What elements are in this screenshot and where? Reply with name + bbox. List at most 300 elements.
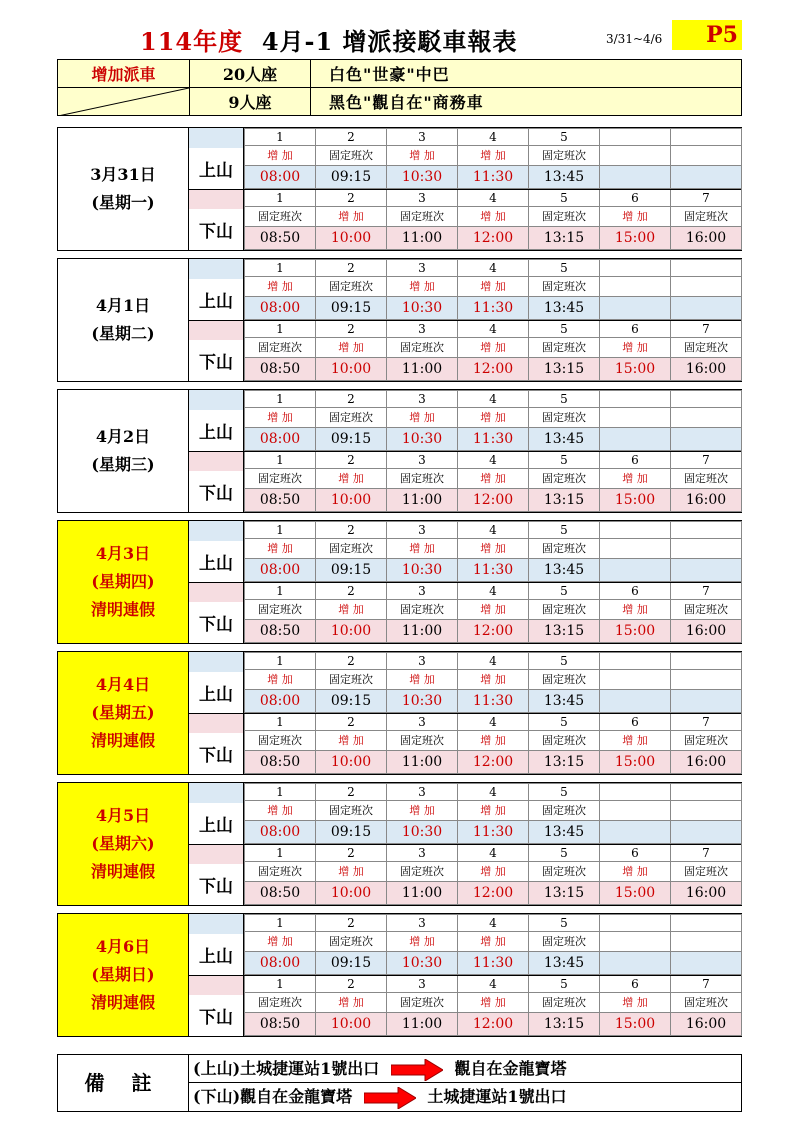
empty-cell (600, 129, 671, 146)
date-cell (58, 783, 189, 905)
trip-type: 增 加 (458, 338, 529, 357)
trip-type: 增 加 (245, 277, 316, 296)
empty-cell (671, 129, 742, 146)
trip-time: 10:00 (316, 488, 387, 511)
vehicle-description: 白色"世豪"中巴 (311, 60, 742, 88)
trip-type: 增 加 (245, 408, 316, 427)
trip-time: 08:50 (245, 750, 316, 773)
date-cell (58, 259, 189, 381)
trip-type-row (245, 801, 742, 820)
trip-number-row (245, 845, 742, 862)
trip-number: 6 (600, 190, 671, 207)
trip-type: 增 加 (458, 862, 529, 881)
trip-time: 13:15 (529, 750, 600, 773)
empty-cell (671, 539, 742, 558)
downhill-label-cell (189, 975, 244, 1036)
downhill-grid (244, 451, 742, 512)
trip-number: 4 (458, 190, 529, 207)
downhill-label: 下山 (199, 746, 233, 766)
uphill-label-cell (189, 390, 244, 451)
trip-number: 3 (387, 653, 458, 670)
trip-number: 1 (245, 522, 316, 539)
trip-type: 增 加 (245, 932, 316, 951)
direction-divider (189, 975, 741, 976)
downhill-grid (244, 582, 742, 643)
downhill-band (189, 713, 243, 733)
trip-number: 1 (245, 583, 316, 600)
trip-time: 15:00 (600, 357, 671, 380)
trip-number: 6 (600, 321, 671, 338)
downhill-band (189, 582, 243, 602)
trip-type: 固定班次 (529, 801, 600, 820)
trip-time: 16:00 (671, 488, 742, 511)
trip-type: 固定班次 (529, 731, 600, 750)
trip-number-row (245, 452, 742, 469)
page-number: P5 (672, 20, 742, 50)
empty-cell (671, 801, 742, 820)
trip-time: 13:45 (529, 427, 600, 450)
downhill-label-cell (189, 451, 244, 512)
trip-time-row (245, 558, 742, 581)
trip-type: 固定班次 (245, 600, 316, 619)
trip-time: 13:15 (529, 357, 600, 380)
trip-number: 2 (316, 845, 387, 862)
trip-number: 3 (387, 391, 458, 408)
trip-number: 3 (387, 321, 458, 338)
trip-number-row (245, 976, 742, 993)
trip-number: 3 (387, 522, 458, 539)
uphill-band (189, 652, 243, 672)
trip-type: 增 加 (387, 932, 458, 951)
uphill-label: 上山 (199, 816, 233, 836)
downhill-band (189, 451, 243, 471)
trip-number: 1 (245, 653, 316, 670)
trip-type: 增 加 (458, 670, 529, 689)
date-label: 4月2日 (95, 427, 151, 446)
date-cell (58, 128, 189, 250)
trip-time: 12:00 (458, 357, 529, 380)
trip-type: 增 加 (316, 207, 387, 226)
trip-time: 10:00 (316, 750, 387, 773)
trip-type: 增 加 (245, 539, 316, 558)
empty-cell (600, 260, 671, 277)
date-cell (58, 914, 189, 1036)
trip-number: 2 (316, 190, 387, 207)
trip-time: 13:45 (529, 951, 600, 974)
trip-type: 固定班次 (529, 539, 600, 558)
empty-cell (671, 391, 742, 408)
route-to: 土城捷運站1號出口 (427, 1087, 567, 1106)
date-cell (58, 652, 189, 774)
trip-time: 10:00 (316, 357, 387, 380)
empty-cell (600, 391, 671, 408)
trip-time: 08:00 (245, 296, 316, 319)
empty-cell (671, 689, 742, 712)
day-block (57, 782, 742, 906)
trip-number: 3 (387, 129, 458, 146)
trip-number: 4 (458, 452, 529, 469)
trip-type: 固定班次 (671, 731, 742, 750)
trip-number: 1 (245, 391, 316, 408)
empty-cell (600, 558, 671, 581)
trip-type: 固定班次 (529, 277, 600, 296)
trip-number: 7 (671, 714, 742, 731)
trip-time: 11:00 (387, 750, 458, 773)
empty-cell (671, 146, 742, 165)
trip-type: 固定班次 (316, 801, 387, 820)
trip-type: 固定班次 (529, 207, 600, 226)
trip-time: 10:00 (316, 619, 387, 642)
trip-number: 3 (387, 260, 458, 277)
trip-number: 5 (529, 190, 600, 207)
uphill-band (189, 783, 243, 803)
trip-type: 固定班次 (316, 408, 387, 427)
trip-time: 15:00 (600, 619, 671, 642)
trip-time: 08:50 (245, 357, 316, 380)
trip-number: 4 (458, 583, 529, 600)
day-block (57, 520, 742, 644)
trip-type-row (245, 993, 742, 1012)
day-block (57, 127, 742, 251)
empty-cell (671, 260, 742, 277)
trip-number: 2 (316, 321, 387, 338)
trip-time: 16:00 (671, 1012, 742, 1035)
trip-number: 2 (316, 129, 387, 146)
added-vehicle-table (57, 59, 742, 116)
trip-time: 12:00 (458, 881, 529, 904)
uphill-grid (244, 259, 742, 320)
trip-time: 11:00 (387, 357, 458, 380)
trip-type: 增 加 (387, 670, 458, 689)
trip-time: 13:15 (529, 488, 600, 511)
trip-number: 2 (316, 260, 387, 277)
date-label: 4月3日 (95, 544, 151, 563)
downhill-band (189, 189, 243, 209)
trip-time-row (245, 165, 742, 188)
trip-type: 固定班次 (387, 600, 458, 619)
day-block (57, 651, 742, 775)
trip-time: 16:00 (671, 357, 742, 380)
trip-number: 1 (245, 784, 316, 801)
empty-cell (600, 277, 671, 296)
holiday-label: 清明連假 (90, 600, 155, 619)
trip-time: 15:00 (600, 750, 671, 773)
trip-type: 固定班次 (245, 469, 316, 488)
trip-time: 08:00 (245, 951, 316, 974)
trip-time: 08:00 (245, 427, 316, 450)
trip-number: 5 (529, 260, 600, 277)
uphill-label: 上山 (199, 554, 233, 574)
trip-time: 13:15 (529, 1012, 600, 1035)
trip-time-row (245, 689, 742, 712)
trip-number: 1 (245, 845, 316, 862)
trip-time-row (245, 357, 742, 380)
uphill-grid (244, 914, 742, 975)
trip-type: 增 加 (387, 539, 458, 558)
uphill-grid (244, 390, 742, 451)
trip-number-row (245, 129, 742, 146)
trip-type-row (245, 539, 742, 558)
trip-time: 12:00 (458, 619, 529, 642)
trip-type: 固定班次 (529, 338, 600, 357)
trip-type: 固定班次 (671, 338, 742, 357)
trip-time: 08:50 (245, 881, 316, 904)
weekday-label: (星期二) (91, 324, 155, 343)
uphill-label-cell (189, 652, 244, 713)
trip-type: 增 加 (600, 600, 671, 619)
arrow-right-icon (364, 1087, 416, 1109)
date-label: 4月5日 (95, 806, 151, 825)
trip-time: 09:15 (316, 427, 387, 450)
empty-cell (671, 296, 742, 319)
trip-number: 6 (600, 845, 671, 862)
empty-cell (671, 522, 742, 539)
trip-type: 固定班次 (671, 993, 742, 1012)
trip-time: 13:45 (529, 165, 600, 188)
trip-type: 固定班次 (671, 207, 742, 226)
notes-box (57, 1054, 742, 1112)
trip-number: 5 (529, 391, 600, 408)
trip-type: 固定班次 (529, 862, 600, 881)
trip-number: 2 (316, 583, 387, 600)
trip-time-row (245, 619, 742, 642)
downhill-label: 下山 (199, 615, 233, 635)
route-from: (下山)觀自在金龍寶塔 (193, 1087, 353, 1106)
trip-type: 增 加 (600, 993, 671, 1012)
weekday-label: (星期日) (91, 965, 155, 984)
trip-number: 2 (316, 452, 387, 469)
uphill-grid (244, 128, 742, 189)
direction-divider (189, 713, 741, 714)
trip-type: 增 加 (458, 731, 529, 750)
trip-time-row (245, 296, 742, 319)
downhill-grid (244, 320, 742, 381)
empty-cell (671, 427, 742, 450)
trip-time: 15:00 (600, 1012, 671, 1035)
empty-cell (600, 296, 671, 319)
trip-time: 08:00 (245, 689, 316, 712)
trip-number: 3 (387, 976, 458, 993)
trip-number: 6 (600, 714, 671, 731)
trip-time: 08:50 (245, 619, 316, 642)
trip-type: 固定班次 (387, 731, 458, 750)
trip-type: 固定班次 (529, 670, 600, 689)
empty-cell (600, 670, 671, 689)
trip-type: 增 加 (316, 731, 387, 750)
trip-type: 固定班次 (245, 731, 316, 750)
trip-number: 5 (529, 583, 600, 600)
direction-divider (189, 582, 741, 583)
trip-time: 16:00 (671, 881, 742, 904)
trip-number: 7 (671, 976, 742, 993)
trip-time: 09:15 (316, 558, 387, 581)
vehicle-description: 黑色"觀自在"商務車 (311, 88, 742, 116)
trip-number-row (245, 321, 742, 338)
trip-type: 增 加 (600, 731, 671, 750)
trip-type-row (245, 731, 742, 750)
trip-type: 增 加 (600, 338, 671, 357)
trip-type-row (245, 408, 742, 427)
trip-number-row (245, 190, 742, 207)
trip-time: 13:45 (529, 820, 600, 843)
trip-time: 10:30 (387, 296, 458, 319)
trip-number: 4 (458, 522, 529, 539)
trip-time: 08:50 (245, 1012, 316, 1035)
direction-divider (189, 320, 741, 321)
trip-time: 09:15 (316, 951, 387, 974)
downhill-band (189, 320, 243, 340)
report-year: 114年度 (140, 27, 244, 56)
trip-number: 4 (458, 129, 529, 146)
report-title-text: 4月-1 增派接駁車報表 (261, 27, 518, 56)
uphill-band (189, 521, 243, 541)
trip-time: 11:30 (458, 689, 529, 712)
trip-number: 5 (529, 452, 600, 469)
trip-type: 固定班次 (245, 993, 316, 1012)
report-title (140, 22, 518, 57)
uphill-label-cell (189, 783, 244, 844)
uphill-grid (244, 652, 742, 713)
trip-type: 固定班次 (316, 932, 387, 951)
diagonal-cell (58, 88, 190, 116)
empty-cell (600, 408, 671, 427)
trip-time: 15:00 (600, 881, 671, 904)
downhill-label: 下山 (199, 484, 233, 504)
trip-time: 13:45 (529, 296, 600, 319)
trip-type: 固定班次 (529, 469, 600, 488)
holiday-label: 清明連假 (90, 862, 155, 881)
empty-cell (600, 146, 671, 165)
empty-cell (600, 915, 671, 932)
trip-type: 增 加 (600, 207, 671, 226)
trip-time: 12:00 (458, 1012, 529, 1035)
trip-number-row (245, 714, 742, 731)
downhill-label: 下山 (199, 222, 233, 242)
trip-type: 增 加 (387, 277, 458, 296)
uphill-label: 上山 (199, 292, 233, 312)
downhill-label: 下山 (199, 353, 233, 373)
trip-type: 固定班次 (245, 338, 316, 357)
trip-number: 3 (387, 714, 458, 731)
trip-number: 5 (529, 653, 600, 670)
trip-number: 2 (316, 522, 387, 539)
trip-time: 11:30 (458, 296, 529, 319)
trip-type: 增 加 (316, 338, 387, 357)
trip-time: 16:00 (671, 226, 742, 249)
trip-type: 固定班次 (671, 469, 742, 488)
uphill-grid (244, 783, 742, 844)
trip-type: 增 加 (316, 469, 387, 488)
trip-time: 12:00 (458, 488, 529, 511)
trip-number: 2 (316, 653, 387, 670)
trip-time: 08:00 (245, 165, 316, 188)
trip-time: 15:00 (600, 488, 671, 511)
trip-type: 增 加 (316, 862, 387, 881)
trip-type: 增 加 (387, 801, 458, 820)
trip-time-row (245, 951, 742, 974)
trip-time: 13:15 (529, 881, 600, 904)
empty-cell (671, 277, 742, 296)
trip-time: 11:30 (458, 427, 529, 450)
holiday-label: 清明連假 (90, 731, 155, 750)
trip-type: 固定班次 (529, 146, 600, 165)
trip-time: 16:00 (671, 750, 742, 773)
trip-time-row (245, 820, 742, 843)
uphill-label-cell (189, 259, 244, 320)
weekday-label: (星期四) (91, 572, 155, 591)
trip-time: 10:30 (387, 820, 458, 843)
trip-type-row (245, 600, 742, 619)
direction-divider (189, 844, 741, 845)
trip-time: 10:30 (387, 951, 458, 974)
downhill-label: 下山 (199, 1008, 233, 1028)
date-cell (58, 390, 189, 512)
trip-number: 4 (458, 653, 529, 670)
trip-number: 6 (600, 583, 671, 600)
trip-time: 10:00 (316, 226, 387, 249)
trip-type: 固定班次 (316, 539, 387, 558)
trip-number: 7 (671, 845, 742, 862)
trip-type: 增 加 (458, 146, 529, 165)
uphill-band (189, 390, 243, 410)
downhill-grid (244, 844, 742, 905)
uphill-label-cell (189, 914, 244, 975)
trip-number: 6 (600, 452, 671, 469)
trip-number: 4 (458, 784, 529, 801)
trip-type: 增 加 (245, 801, 316, 820)
trip-number: 5 (529, 321, 600, 338)
trip-type: 固定班次 (387, 862, 458, 881)
trip-number: 3 (387, 845, 458, 862)
trip-type: 增 加 (458, 801, 529, 820)
trip-type: 增 加 (600, 469, 671, 488)
trip-number: 1 (245, 321, 316, 338)
trip-time: 11:30 (458, 558, 529, 581)
date-label: 4月6日 (95, 937, 151, 956)
trip-number: 2 (316, 915, 387, 932)
trip-time: 16:00 (671, 619, 742, 642)
trip-type: 固定班次 (529, 408, 600, 427)
trip-type: 固定班次 (316, 670, 387, 689)
trip-time: 10:30 (387, 689, 458, 712)
weekday-label: (星期五) (91, 703, 155, 722)
trip-time: 15:00 (600, 226, 671, 249)
trip-number: 1 (245, 190, 316, 207)
trip-time: 11:00 (387, 1012, 458, 1035)
trip-number: 3 (387, 915, 458, 932)
trip-number: 7 (671, 583, 742, 600)
downhill-band (189, 975, 243, 995)
downhill-label: 下山 (199, 877, 233, 897)
uphill-label-cell (189, 128, 244, 189)
trip-time: 09:15 (316, 820, 387, 843)
trip-time: 09:15 (316, 689, 387, 712)
route-to: 觀自在金龍寶塔 (454, 1059, 567, 1078)
trip-time-row (245, 427, 742, 450)
trip-number: 1 (245, 129, 316, 146)
trip-type: 增 加 (387, 408, 458, 427)
trip-type: 增 加 (458, 408, 529, 427)
trip-number-row (245, 260, 742, 277)
trip-type: 固定班次 (245, 862, 316, 881)
trip-time: 11:00 (387, 488, 458, 511)
downhill-band (189, 844, 243, 864)
trip-number: 2 (316, 714, 387, 731)
trip-time: 08:00 (245, 558, 316, 581)
empty-cell (600, 689, 671, 712)
empty-cell (600, 932, 671, 951)
uphill-band (189, 914, 243, 934)
